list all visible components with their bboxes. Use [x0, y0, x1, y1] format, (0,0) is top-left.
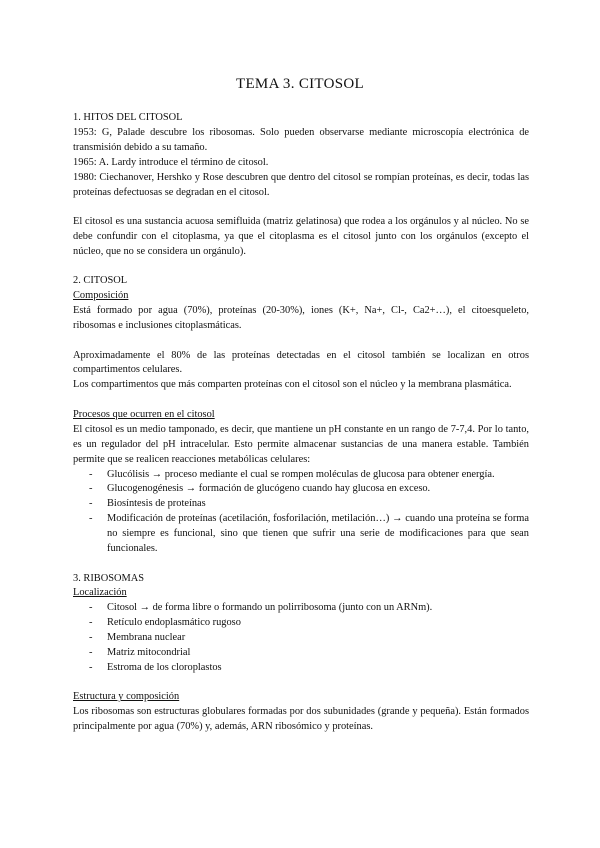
section-heading-ribosomas: 3. RIBOSOMAS	[73, 572, 145, 584]
list-item: - Estroma de los cloroplastos	[73, 661, 529, 676]
list-item: - Membrana nuclear	[73, 631, 529, 646]
proteinas-paragraph: Aproximadamente el 80% de las proteínas detectadas en el citosol también se localizan en otros compartimentos celulares.	[73, 349, 529, 376]
citosol-definition-paragraph: El citosol es una sustancia acuosa semifluida (matriz gelatinosa) que rodea a los orgánulos y al núcleo. No se debe confundir con el citoplasma, ya que el citoplasma es el citosol junto con los orgánulos (excepto el núcleo, que no se considera un orgánulo).	[73, 216, 529, 257]
localizacion-list	[73, 601, 529, 676]
list-item: - Matriz mitocondrial	[73, 646, 529, 661]
hito-1953: 1953: G, Palade descubre los ribosomas. Solo pueden observarse mediante microscopía electrónica de transmisión debido a su tamaño.	[73, 126, 529, 153]
subheading-procesos: Procesos que ocurren en el citosol	[73, 408, 215, 420]
compartimentos-paragraph: Los compartimentos que más comparten proteínas con el citosol son el núcleo y la membrana plasmática.	[73, 379, 512, 391]
list-item: - Modificación de proteínas (acetilación, fosforilación, metilación…) → cuando una proteína se forma no siempre es funcional, sino que tienen que sufrir una serie de modificaciones para que sean funcionales.	[73, 512, 529, 557]
subheading-estructura: Estructura y composición	[73, 691, 180, 703]
list-item: - Biosíntesis de proteínas	[73, 497, 529, 512]
composicion-paragraph: Está formado por agua (70%), proteínas (20-30%), iones (K+, Na+, Cl-, Ca2+…), el citoesqueleto, ribosomas e inclusiones citoplasmáticas.	[73, 305, 529, 332]
list-item: - Citosol → de forma libre o formando un polirribosoma (junto con un ARNm).	[73, 601, 529, 616]
list-item: - Glucólisis → proceso mediante el cual se rompen moléculas de glucosa para obtener energía.	[73, 468, 529, 483]
subheading-localizacion: Localización	[73, 587, 127, 599]
page-title: TEMA 3. CITOSOL	[236, 76, 364, 92]
hito-1965: 1965: A. Lardy introduce el término de citosol.	[73, 156, 269, 168]
procesos-paragraph: El citosol es un medio tamponado, es decir, que mantiene un pH constante en un rango de 7-7,4. Por lo tanto, es un regulador del pH intracelular. Esto permite almacenar sustancias de una manera estable. También permite que se realicen reacciones metabólicas celulares:	[73, 423, 529, 465]
procesos-list	[73, 468, 529, 557]
list-item: - Retículo endoplasmático rugoso	[73, 616, 529, 631]
estructura-paragraph: Los ribosomas son estructuras globulares formadas por dos subunidades (grande y pequeña). Están formados principalmente por agua (70%) y, además, ARN ribosómico y proteínas.	[73, 706, 529, 733]
list-item: - Glucogenogénesis → formación de glucógeno cuando hay glucosa en exceso.	[73, 482, 529, 497]
hito-1980: 1980: Ciechanover, Hershko y Rose descubren que dentro del citosol se rompían proteínas, es decir, todas las proteínas defectuosas se degradan en el citosol.	[73, 171, 529, 198]
subheading-composicion: Composición	[73, 290, 129, 302]
document-body	[73, 111, 529, 735]
section-heading-citosol: 2. CITOSOL	[73, 275, 128, 287]
section-heading-hitos: 1. HITOS DEL CITOSOL	[73, 112, 183, 123]
